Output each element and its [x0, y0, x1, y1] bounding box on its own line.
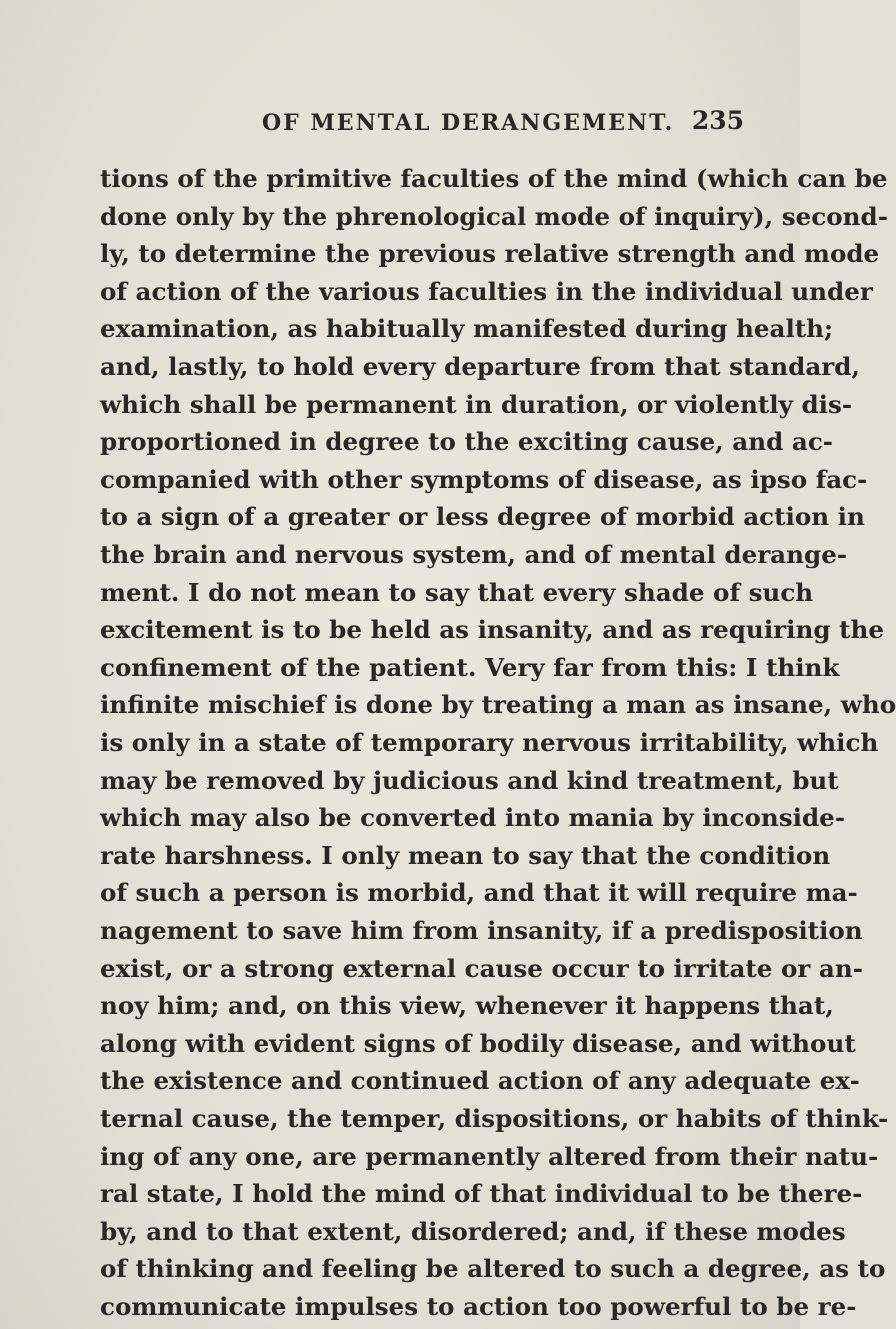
- running-title: OF MENTAL DERANGEMENT.: [262, 110, 675, 136]
- text-line: companied with other symptoms of disease, as ipso fac-: [100, 464, 868, 494]
- text-line: excitement is to be held as insanity, and as requiring the: [100, 615, 884, 645]
- text-line: communicate impulses to action too powerful to be re-: [100, 1292, 857, 1321]
- text-line: may be removed by judicious and kind treatment, but: [100, 765, 839, 795]
- text-line: of action of the various faculties in the individual under: [100, 276, 873, 306]
- text-line: the brain and nervous system, and of mental derange-: [100, 540, 848, 569]
- page-header: [0, 106, 800, 140]
- text-line: which shall be permanent in duration, or violently dis-: [100, 389, 853, 419]
- text-line: ing of any one, are permanently altered from their natu-: [100, 1141, 879, 1171]
- text-line: tions of the primitive faculties of the mind (which can be: [100, 164, 888, 193]
- text-line: ternal cause, the temper, dispositions, or habits of think-: [100, 1104, 889, 1133]
- text-line: is only in a state of temporary nervous irritability, which: [100, 728, 879, 757]
- text-line: which may also be converted into mania by inconside-: [100, 803, 846, 833]
- text-line: by, and to that extent, disordered; and, if these modes: [100, 1216, 846, 1246]
- text-line: infinite mischief is done by treating a man as insane, who: [100, 690, 896, 720]
- text-line: confinement of the patient. Very far from this: I think: [100, 652, 840, 682]
- text-line: ral state, I hold the mind of that individual to be there-: [100, 1179, 863, 1209]
- text-line: and, lastly, to hold every departure from that standard,: [100, 352, 860, 381]
- text-line: of thinking and feeling be altered to such a degree, as to: [100, 1254, 886, 1284]
- page-number: 235: [691, 106, 744, 135]
- text-line: to a sign of a greater or less degree of morbid action in: [100, 502, 865, 532]
- text-line: along with evident signs of bodily disease, and without: [100, 1028, 856, 1058]
- text-line: nagement to save him from insanity, if a predisposition: [100, 916, 863, 945]
- text-line: noy him; and, on this view, whenever it happens that,: [100, 991, 834, 1021]
- text-line: rate harshness. I only mean to say that the condition: [100, 840, 831, 870]
- text-line: examination, as habitually manifested during health;: [100, 314, 834, 344]
- text-line: ment. I do not mean to say that every shade of such: [100, 577, 814, 607]
- text-line: exist, or a strong external cause occur to irritate or an-: [100, 953, 863, 983]
- text-line: the existence and continued action of any adequate ex-: [100, 1066, 860, 1096]
- text-line: done only by the phrenological mode of inquiry), second-: [100, 201, 888, 231]
- text-line: ly, to determine the previous relative strength and mode: [100, 239, 880, 269]
- text-line: proportioned in degree to the exciting cause, and ac-: [100, 427, 833, 457]
- text-line: of such a person is morbid, and that it will require ma-: [100, 878, 858, 908]
